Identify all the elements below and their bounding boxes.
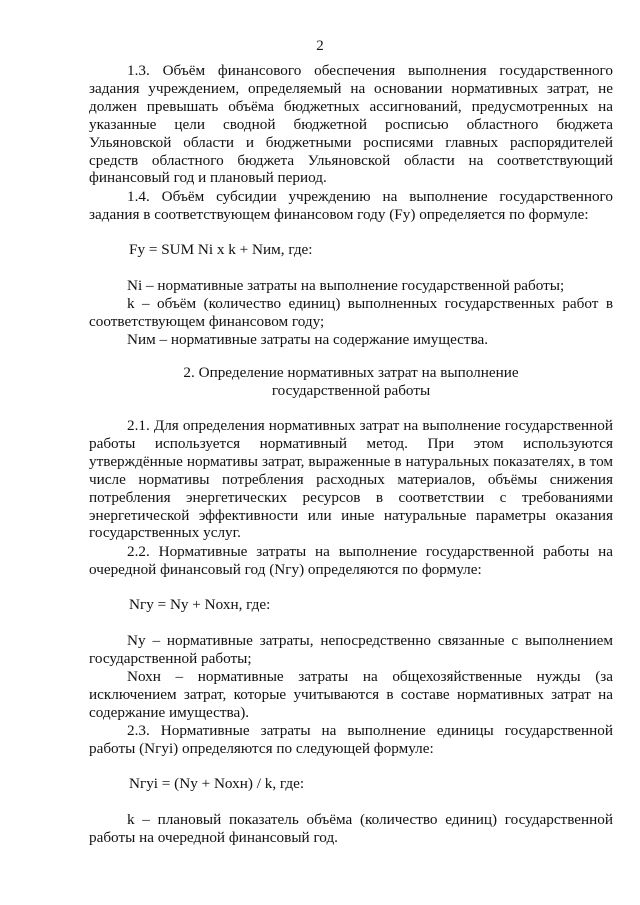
paragraph-2-2: 2.2. Нормативные затраты на выполнение государственной работы на очередной финансовый год (Nгу) определяются по формуле: xyxy=(89,543,613,578)
page-number: 2 xyxy=(316,38,324,54)
definition-noxn: Nохн – нормативные затраты на общехозяйственные нужды (за исключением затрат, которые учитываются в составе нормативных затрат на содержание имущества). xyxy=(89,668,613,721)
paragraph-2-1: 2.1. Для определения нормативных затрат на выполнение государственной работы используется нормативный метод. При этом используются утверждённые нормативы затрат, выраженные в натуральных показателях, в том числе нормативы потребления расходных материалов, объёмы снижения потребления энергетических ресурсов в соответствии с требованиями энергетической эффективности или иные натуральные параметры оказания государственных услуг. xyxy=(89,417,613,542)
paragraph-2-3: 2.3. Нормативные затраты на выполнение единицы государственной работы (Nгуi) определяются по следующей формуле: xyxy=(89,722,613,757)
section-2-title-line-2: государственной работы xyxy=(271,382,431,399)
paragraph-1-4: 1.4. Объём субсидии учреждению на выполнение государственного задания в соответствующем финансовом году (Fу) определяется по формуле: xyxy=(89,188,613,223)
definition-ni: Ni – нормативные затраты на выполнение государственной работы; xyxy=(127,277,565,294)
formula-ngu: Nгу = Nу + Nохн, где: xyxy=(129,596,271,613)
definition-nim: Nим – нормативные затраты на содержание имущества. xyxy=(127,331,489,348)
definition-k: k – объём (количество единиц) выполненных государственных работ в соответствующем финансовом году; xyxy=(89,295,613,330)
formula-ngui: Nгуi = (Nу + Nохн) / k, где: xyxy=(129,775,305,792)
paragraph-1-3: 1.3. Объём финансового обеспечения выполнения государственного задания учреждением, определяемый на основании нормативных затрат, не должен превышать объёма бюджетных ассигнований, предусмотренных на указанные цели сводной бюджетной росписью областного бюджета Ульяновской области и бюджетными росписями главных распорядителей средств областного бюджета Ульяновской области на соответствующий финансовый год и плановый период. xyxy=(89,62,613,187)
definition-ny: Nу – нормативные затраты, непосредственно связанные с выполнением государственной работы; xyxy=(89,632,613,667)
definition-k-plan: k – плановый показатель объёма (количество единиц) государственной работы на очередной финансовый год. xyxy=(89,811,613,846)
section-2-title-line-1: 2. Определение нормативных затрат на выполнение xyxy=(183,364,519,381)
formula-subsidy: Fу = SUM Ni x k + Nим, где: xyxy=(129,241,313,258)
